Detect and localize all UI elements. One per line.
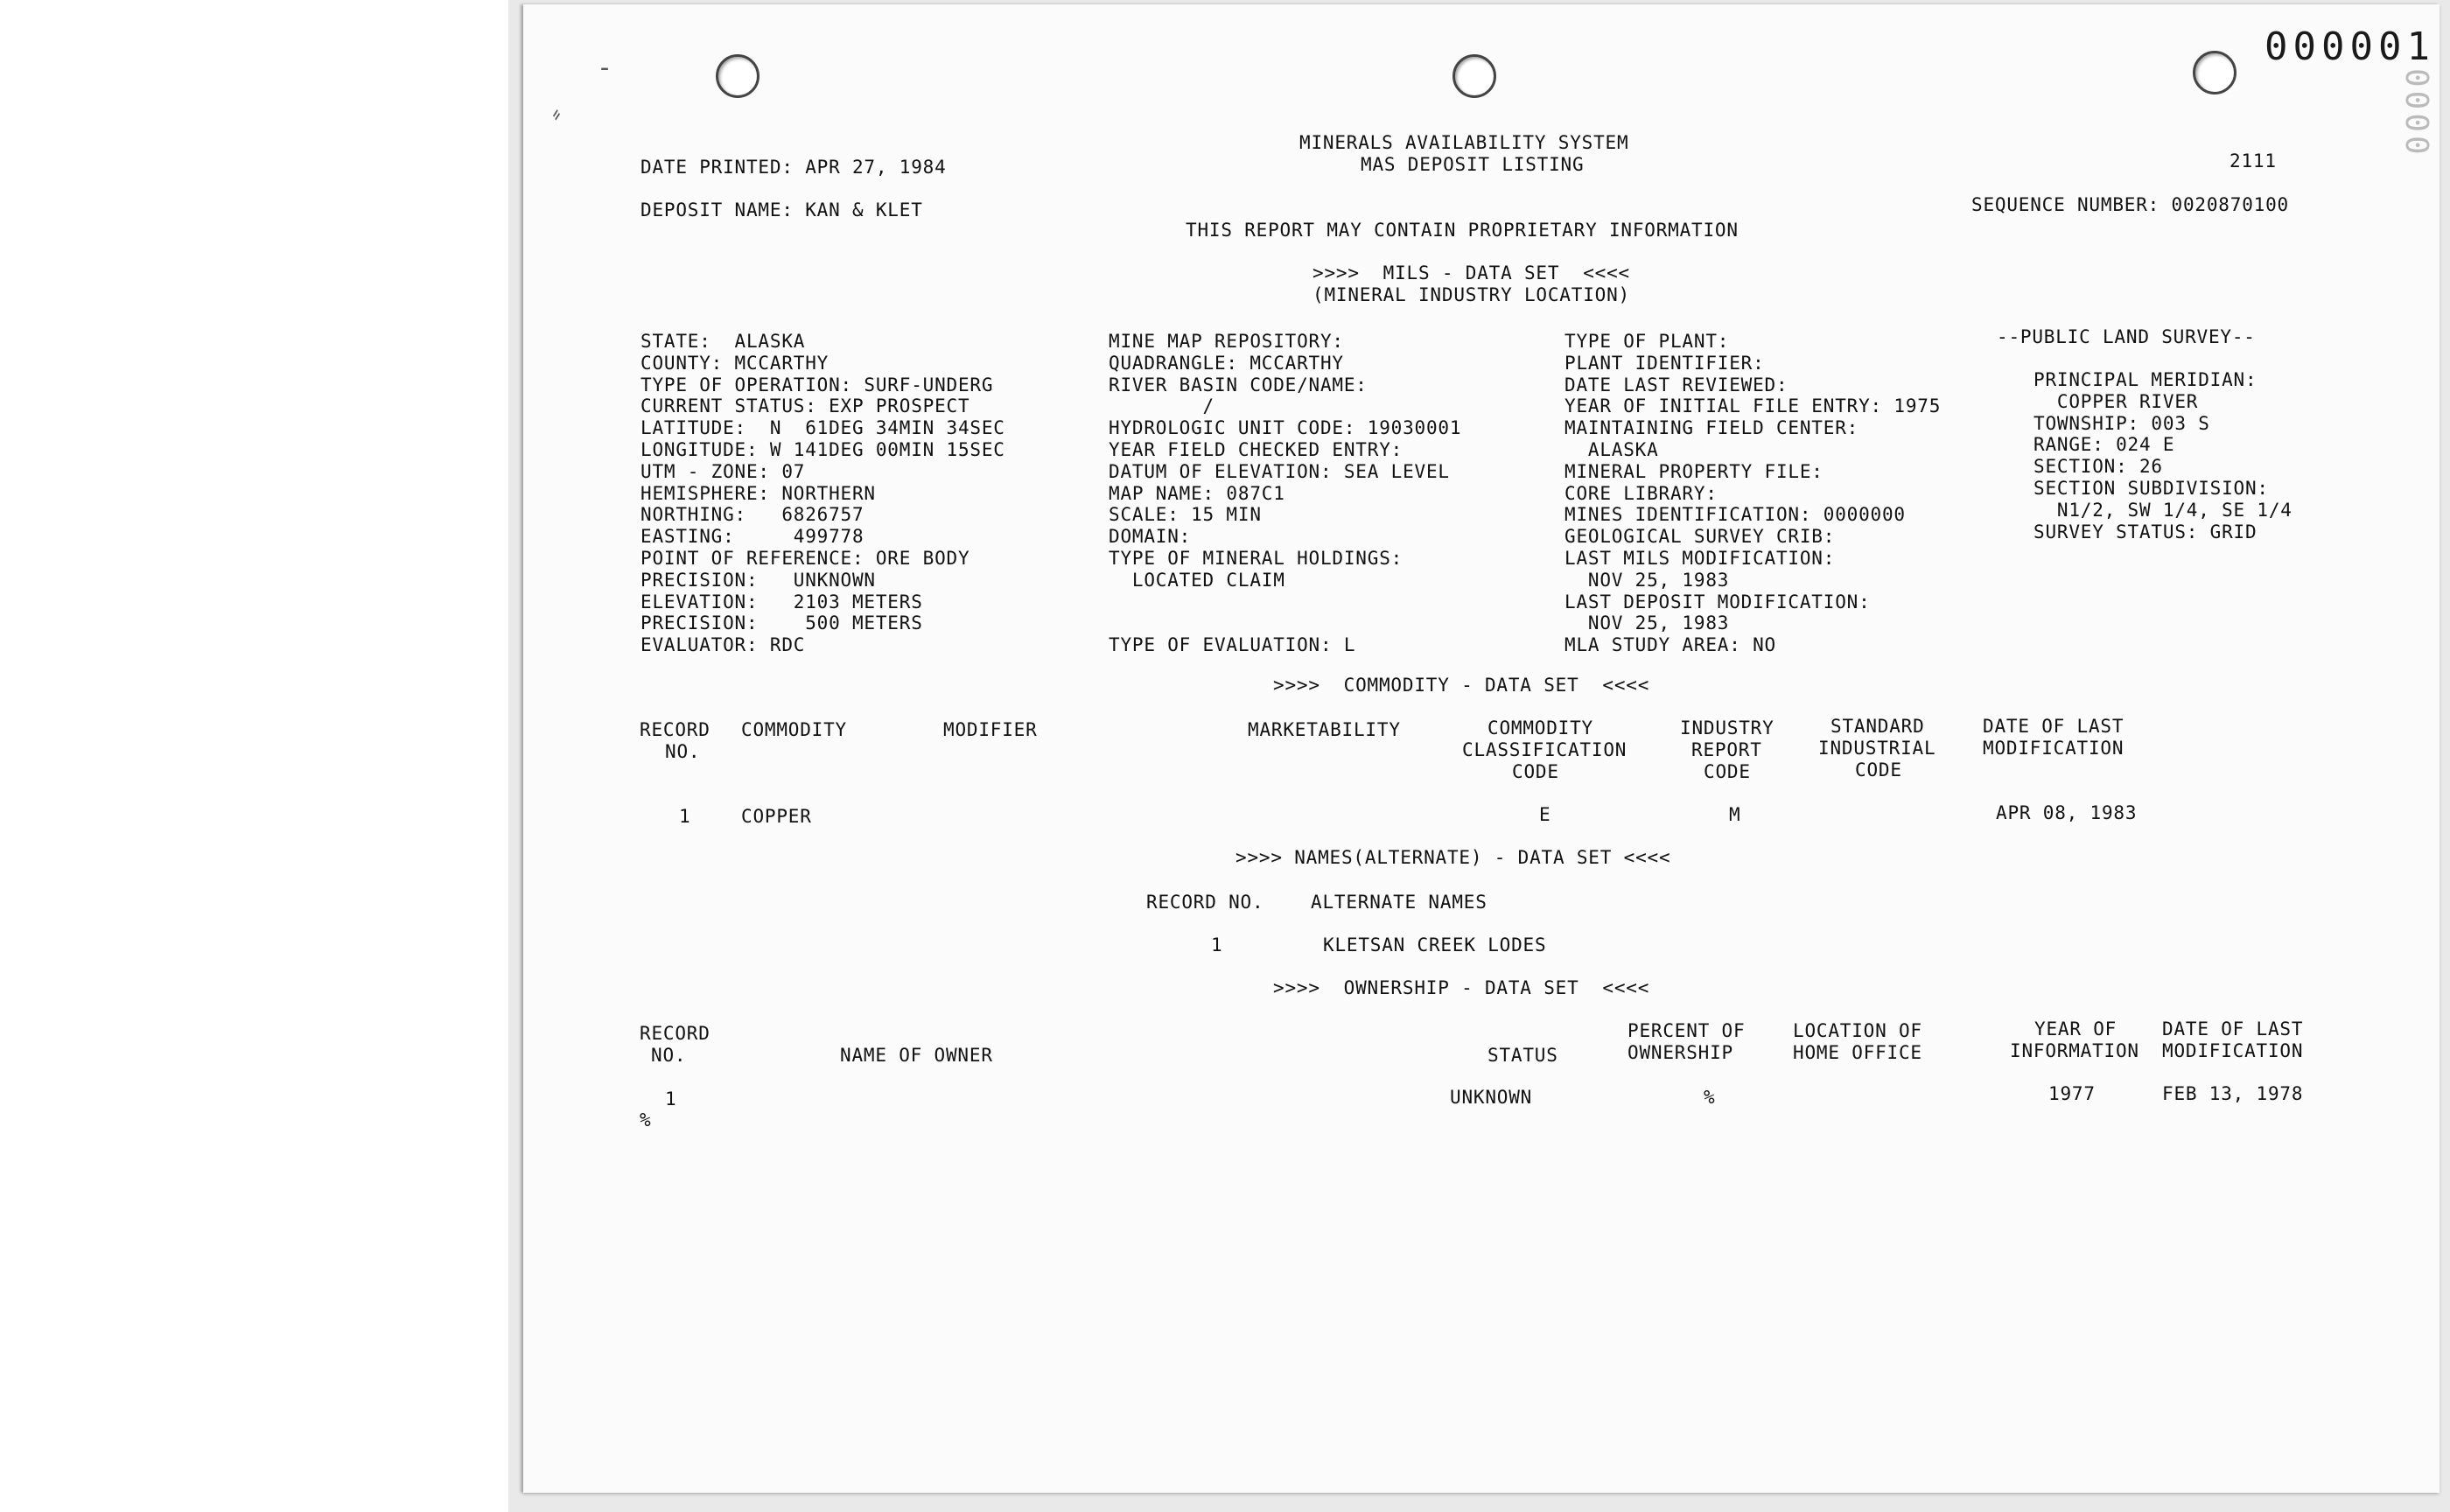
ownership-trailer: %: [640, 1110, 652, 1130]
mils-field: LONGITUDE: W 141DEG 00MIN 15SEC: [640, 439, 1005, 460]
mils-field: TYPE OF EVALUATION: L: [1109, 634, 1356, 656]
mils-field: PRECISION: 500 METERS: [640, 612, 923, 634]
ghost-stamp: 0000: [2398, 68, 2434, 158]
col-header-location: LOCATION OF: [1793, 1020, 1922, 1041]
mils-field: ELEVATION: 2103 METERS: [640, 591, 923, 612]
alternate-name: KLETSAN CREEK LODES: [1323, 934, 1547, 956]
ownership-percent: %: [1704, 1087, 1716, 1108]
col-header-industry: CODE: [1704, 761, 1751, 782]
ownership-status: UNKNOWN: [1450, 1087, 1533, 1108]
mils-field: TOWNSHIP: 003 S: [2034, 412, 2210, 434]
mils-field: SCALE: 15 MIN: [1109, 504, 1262, 526]
page-stamp-number: 000001: [2264, 24, 2435, 69]
punch-hole-left: [716, 54, 760, 98]
mils-field: RANGE: 024 E: [2034, 434, 2175, 456]
mils-section-subtitle: (MINERAL INDUSTRY LOCATION): [1312, 284, 1630, 305]
page-code: 2111: [2230, 150, 2277, 172]
proprietary-notice: THIS REPORT MAY CONTAIN PROPRIETARY INFORMATION: [1186, 220, 1739, 241]
mils-field: LAST MILS MODIFICATION:: [1564, 548, 1836, 569]
mils-field: MAP NAME: 087C1: [1109, 482, 1285, 504]
col-header-status: STATUS: [1488, 1045, 1558, 1066]
col-header-sic: CODE: [1855, 760, 1902, 780]
mils-field: HEMISPHERE: NORTHERN: [640, 482, 876, 504]
deposit-name: DEPOSIT NAME: KAN & KLET: [640, 200, 923, 220]
mils-field: YEAR OF INITIAL FILE ENTRY: 1975: [1564, 396, 1942, 417]
col-header-year: YEAR OF: [2034, 1018, 2118, 1040]
col-header-no: NO.: [651, 1045, 687, 1066]
mils-field: LOCATED CLAIM: [1109, 569, 1285, 591]
mils-field: N1/2, SW 1/4, SE 1/4: [2034, 499, 2292, 521]
mils-field: MLA STUDY AREA: NO: [1564, 634, 1776, 656]
mils-field: NORTHING: 6826757: [640, 504, 864, 526]
commodity-class-code: E: [1539, 804, 1551, 825]
col-header-industry: INDUSTRY: [1680, 718, 1774, 738]
ownership-section-title: >>>> OWNERSHIP - DATA SET <<<<: [1273, 977, 1650, 998]
mils-field: COUNTY: MCCARTHY: [640, 352, 830, 374]
col-header-date: DATE OF LAST: [2162, 1018, 2304, 1040]
col-header-location: HOME OFFICE: [1793, 1042, 1922, 1063]
mils-field: TYPE OF PLANT:: [1564, 331, 1730, 352]
mils-field: RIVER BASIN CODE/NAME:: [1109, 374, 1368, 396]
col-header-no: NO.: [665, 741, 701, 762]
names-record-no: 1: [1211, 934, 1223, 956]
mils-field: DATUM OF ELEVATION: SEA LEVEL: [1109, 460, 1450, 482]
col-header-percent: OWNERSHIP: [1628, 1042, 1733, 1063]
listing-title: MAS DEPOSIT LISTING: [1361, 154, 1585, 175]
commodity-section-title: >>>> COMMODITY - DATA SET <<<<: [1273, 675, 1650, 696]
col-header-sic: INDUSTRIAL: [1818, 738, 1936, 759]
col-header-classification: COMMODITY: [1488, 718, 1593, 738]
pen-mark: ⸗: [543, 97, 568, 130]
names-section-title: >>>> NAMES(ALTERNATE) - DATA SET <<<<: [1236, 847, 1671, 868]
commodity-date: APR 08, 1983: [1996, 802, 2138, 823]
mils-field: PRINCIPAL MERIDIAN:: [2034, 369, 2258, 390]
mils-field: EVALUATOR: RDC: [640, 634, 806, 656]
col-header-record: RECORD: [640, 719, 710, 740]
mils-field: YEAR FIELD CHECKED ENTRY:: [1109, 439, 1404, 460]
mils-field: NOV 25, 1983: [1564, 569, 1730, 591]
mils-field: MAINTAINING FIELD CENTER:: [1564, 417, 1859, 439]
mils-field: HYDROLOGIC UNIT CODE: 19030001: [1109, 417, 1462, 439]
col-header-commodity: COMMODITY: [741, 719, 847, 740]
mils-field: TYPE OF MINERAL HOLDINGS:: [1109, 548, 1404, 569]
date-printed: DATE PRINTED: APR 27, 1984: [640, 157, 947, 178]
mils-field: CURRENT STATUS: EXP PROSPECT: [640, 396, 970, 417]
mils-field: CORE LIBRARY:: [1564, 482, 1718, 504]
mils-field: POINT OF REFERENCE: ORE BODY: [640, 548, 970, 569]
mils-field: LAST DEPOSIT MODIFICATION:: [1564, 591, 1871, 612]
col-header-classification: CLASSIFICATION: [1462, 739, 1628, 760]
mils-field: SECTION: 26: [2034, 456, 2163, 478]
mils-field: MINE MAP REPOSITORY:: [1109, 331, 1344, 352]
mils-field: /: [1109, 396, 1214, 417]
col-header-alternate-names: ALTERNATE NAMES: [1311, 892, 1488, 913]
mils-field: UTM - ZONE: 07: [640, 460, 806, 482]
mils-field: NOV 25, 1983: [1564, 612, 1730, 634]
mils-field: PRECISION: UNKNOWN: [640, 569, 876, 591]
col-header-industry: REPORT: [1691, 739, 1762, 760]
mils-field: QUADRANGLE: MCCARTHY: [1109, 352, 1344, 374]
commodity-name: COPPER: [741, 806, 812, 827]
ownership-date: FEB 13, 1978: [2162, 1083, 2304, 1104]
col-header-date: MODIFICATION: [2162, 1040, 2304, 1061]
mils-field: COPPER RIVER: [2034, 390, 2199, 412]
mils-field: DATE LAST REVIEWED:: [1564, 374, 1788, 396]
col-header-percent: PERCENT OF: [1628, 1020, 1746, 1041]
col-header-sic: STANDARD: [1830, 716, 1925, 737]
mils-field: MINES IDENTIFICATION: 0000000: [1564, 504, 1906, 526]
mils-field: SECTION SUBDIVISION:: [2034, 478, 2269, 499]
commodity-industry-code: M: [1729, 804, 1741, 825]
col-header-modifier: MODIFIER: [943, 719, 1038, 740]
col-header-date: MODIFICATION: [1983, 738, 2124, 759]
sequence-number: SEQUENCE NUMBER: 0020870100: [1971, 194, 2289, 215]
ownership-year: 1977: [2048, 1083, 2096, 1104]
ownership-record-no: 1: [665, 1088, 677, 1110]
mils-field: TYPE OF OPERATION: SURF-UNDERG: [640, 374, 994, 396]
col-header-record: RECORD: [640, 1023, 710, 1044]
mils-section-title: >>>> MILS - DATA SET <<<<: [1312, 262, 1630, 284]
col-header-year: INFORMATION: [2010, 1040, 2139, 1061]
punch-hole-right: [2193, 51, 2236, 94]
mils-field: DOMAIN:: [1109, 526, 1192, 548]
col-header-classification: CODE: [1512, 761, 1559, 782]
pen-mark: -: [597, 52, 613, 83]
mils-field: --PUBLIC LAND SURVEY--: [1997, 326, 2256, 347]
mils-field: SURVEY STATUS: GRID: [2034, 521, 2258, 542]
mils-field: ALASKA: [1564, 439, 1659, 460]
commodity-record-no: 1: [679, 806, 691, 827]
col-header-owner: NAME OF OWNER: [840, 1045, 993, 1066]
mils-field: LATITUDE: N 61DEG 34MIN 34SEC: [640, 417, 1005, 439]
punch-hole-center: [1452, 54, 1496, 98]
col-header-date: DATE OF LAST: [1983, 716, 2124, 737]
system-title: MINERALS AVAILABILITY SYSTEM: [1299, 132, 1629, 153]
mils-field: PLANT IDENTIFIER:: [1564, 352, 1765, 374]
mils-field: STATE: ALASKA: [640, 331, 806, 352]
col-header-marketability: MARKETABILITY: [1248, 719, 1401, 740]
mils-field: MINERAL PROPERTY FILE:: [1564, 460, 1824, 482]
mils-field: EASTING: 499778: [640, 526, 864, 548]
col-header-record-no: RECORD NO.: [1146, 892, 1264, 913]
mils-field: GEOLOGICAL SURVEY CRIB:: [1564, 526, 1836, 548]
